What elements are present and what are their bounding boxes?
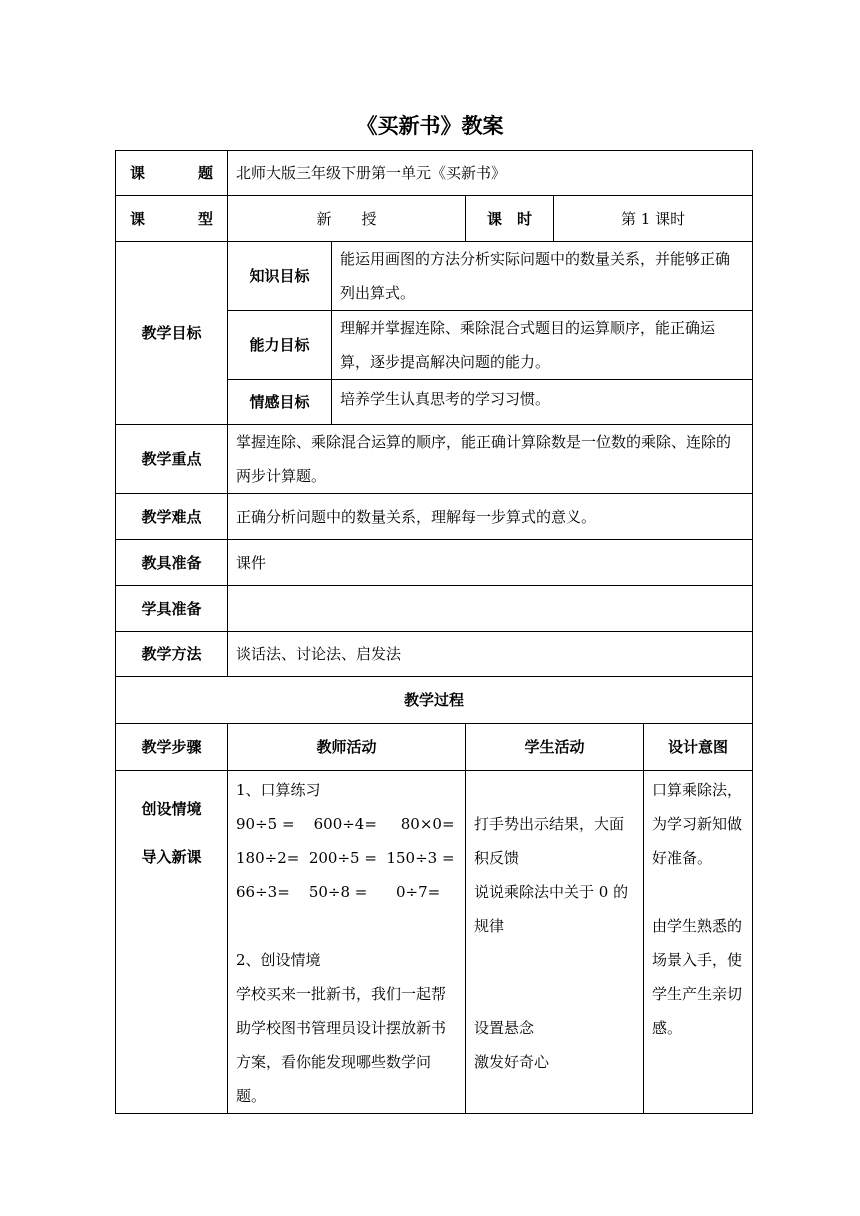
lesson-plan-table	[115, 150, 753, 1114]
calc-row-2: 180÷2= 200÷5 = 150÷3 =	[236, 849, 455, 867]
ability-value: 理解并掌握连除、乘除混合式题目的运算顺序，能正确运算，逐步提高解决问题的能力。	[332, 311, 753, 380]
teacher-item2-title: 2、创设情境	[236, 951, 321, 969]
teacher-item2-text: 学校买来一批新书，我们一起帮助学校图书管理员设计摆放新书方案，看你能发现哪些数学问题。	[236, 985, 447, 1105]
teacher-activity	[228, 771, 466, 1114]
objectives-label: 教学目标	[116, 242, 228, 425]
method-value: 谈话法、讨论法、启发法	[228, 632, 753, 677]
type-label: 课 型	[116, 196, 228, 242]
process-columns-row	[116, 724, 753, 771]
process-step-row	[116, 771, 753, 1114]
student-line-3: 设置悬念	[474, 1019, 535, 1037]
student-line-4: 激发好奇心	[474, 1053, 550, 1071]
method-label: 教学方法	[116, 632, 228, 677]
tools-row	[116, 540, 753, 586]
topic-row	[116, 151, 753, 196]
student-activity	[466, 771, 644, 1114]
student-tools-row	[116, 586, 753, 632]
col-step: 教学步骤	[116, 724, 228, 771]
col-student: 学生活动	[466, 724, 644, 771]
calc-row-3: 66÷3= 50÷8 = 0÷7=	[236, 883, 441, 901]
knowledge-label: 知识目标	[228, 242, 332, 311]
col-teacher: 教师活动	[228, 724, 466, 771]
emotion-label: 情感目标	[228, 380, 332, 425]
key-label: 教学重点	[116, 425, 228, 494]
difficulty-row	[116, 494, 753, 540]
tools-label: 教具准备	[116, 540, 228, 586]
student-line-2: 说说乘除法中关于 0 的规律	[474, 883, 629, 935]
type-value: 新 授	[228, 196, 466, 242]
intent-text-1: 口算乘除法，为学习新知做好准备。	[652, 781, 743, 867]
method-row	[116, 632, 753, 677]
process-header-row	[116, 677, 753, 724]
topic-label: 课 题	[116, 151, 228, 196]
col-intent: 设计意图	[644, 724, 753, 771]
intent-text-2: 由学生熟悉的场景入手，使学生产生亲切感。	[652, 917, 743, 1037]
step-line-2: 导入新课	[141, 848, 202, 866]
student-tools-value	[228, 586, 753, 632]
step-line-1: 创设情境	[141, 800, 202, 818]
step-cell	[116, 771, 228, 1114]
student-tools-label: 学具准备	[116, 586, 228, 632]
topic-value: 北师大版三年级下册第一单元《买新书》	[228, 151, 753, 196]
document-title: 《买新书》教案	[356, 114, 504, 138]
difficulty-label: 教学难点	[116, 494, 228, 540]
process-header: 教学过程	[116, 677, 753, 724]
emotion-value: 培养学生认真思考的学习习惯。	[332, 380, 753, 425]
tools-value: 课件	[228, 540, 753, 586]
design-intent	[644, 771, 753, 1114]
ability-label: 能力目标	[228, 311, 332, 380]
period-value: 第 1 课时	[554, 196, 753, 242]
knowledge-value: 能运用画图的方法分析实际问题中的数量关系，并能够正确列出算式。	[332, 242, 753, 311]
student-line-1: 打手势出示结果，大面积反馈	[474, 815, 625, 867]
key-row	[116, 425, 753, 494]
teacher-item1-title: 1、口算练习	[236, 781, 321, 799]
key-value: 掌握连除、乘除混合运算的顺序，能正确计算除数是一位数的乘除、连除的两步计算题。	[228, 425, 753, 494]
difficulty-value: 正确分析问题中的数量关系，理解每一步算式的意义。	[228, 494, 753, 540]
calc-row-1: 90÷5 = 600÷4= 80×0=	[236, 815, 455, 833]
type-row	[116, 196, 753, 242]
period-label: 课 时	[466, 196, 554, 242]
knowledge-row	[116, 242, 753, 311]
